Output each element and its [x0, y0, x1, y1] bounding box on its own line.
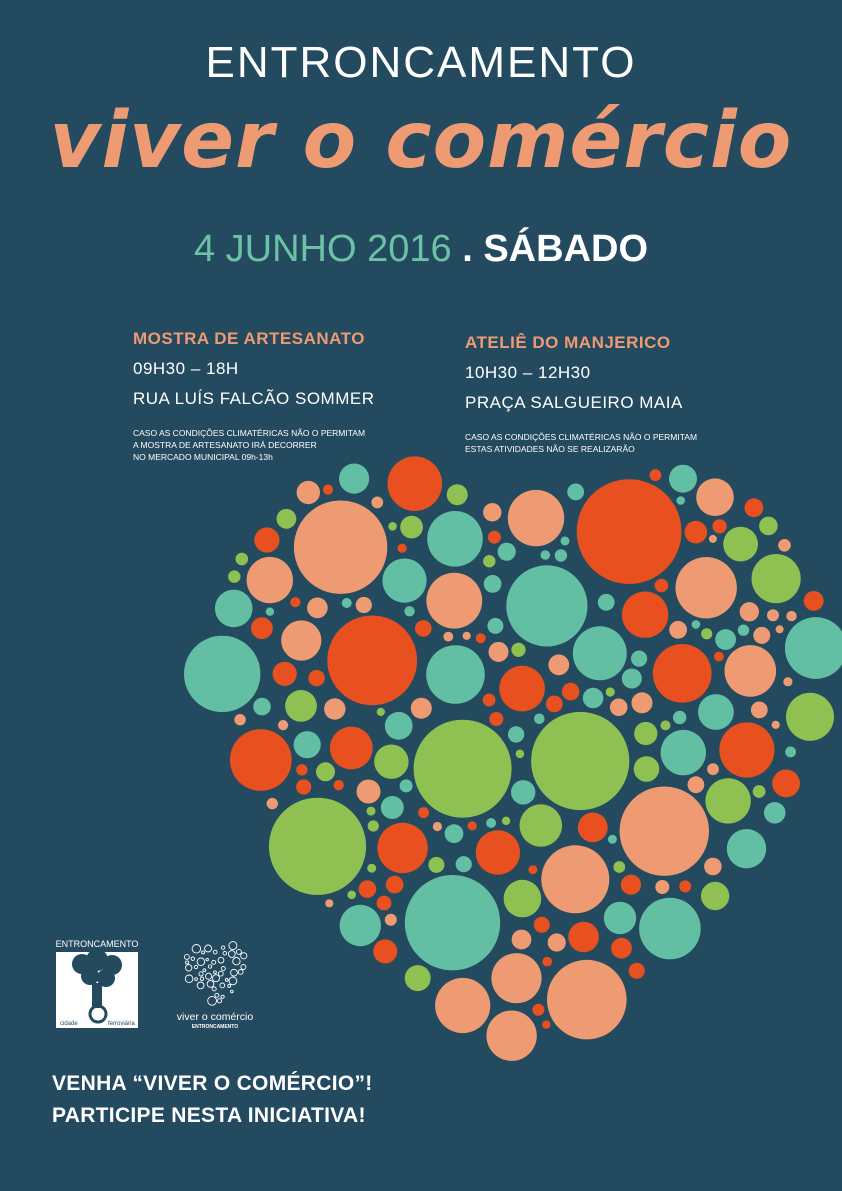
heart-circle: [269, 798, 366, 895]
heart-circle: [705, 778, 750, 823]
heart-circle: [285, 690, 317, 722]
svg-text:cidade: cidade: [60, 1021, 78, 1027]
heart-circle: [673, 711, 686, 724]
event-title: ATELIÊ DO MANJERICO: [465, 333, 671, 352]
heart-circle: [487, 618, 503, 634]
heart-circle: [709, 535, 717, 543]
heart-circle: [804, 591, 824, 611]
logo-subtext: ENTRONCAMENTO: [191, 1024, 239, 1030]
logo-circle: [214, 971, 217, 974]
cta-line-1: VENHA “VIVER O COMÉRCIO”!: [52, 1072, 373, 1095]
heart-circle: [234, 714, 245, 725]
event-note-line: NO MERCADO MUNICIPAL 09h-13h: [133, 452, 273, 462]
heart-circle: [508, 726, 524, 742]
heart-circle: [740, 602, 759, 621]
heart-circle: [400, 516, 423, 539]
logo-circle: [229, 942, 237, 950]
heart-circle: [373, 939, 397, 963]
heart-circle: [476, 830, 520, 874]
heart-circle: [367, 864, 376, 873]
heart-circle: [388, 522, 397, 531]
heart-circle: [715, 629, 736, 650]
heart-circle: [254, 527, 279, 552]
heart-circle: [778, 539, 791, 552]
heart-circle: [620, 787, 709, 876]
heart-circle: [629, 963, 645, 979]
heart-circle: [488, 531, 501, 544]
heart-circle: [532, 1004, 544, 1016]
city-title: ENTRONCAMENTO: [205, 38, 637, 87]
heart-circle: [764, 802, 786, 824]
heart-circle: [725, 645, 777, 697]
logo-circle: [192, 945, 201, 954]
logo-circle: [197, 958, 205, 966]
heart-circle: [491, 953, 541, 1003]
heart-circle: [567, 484, 584, 501]
heart-circle: [273, 662, 297, 686]
heart-circle: [676, 557, 737, 618]
heart-circle: [468, 821, 477, 830]
heart-circle: [347, 891, 356, 900]
heart-circle: [483, 503, 501, 521]
logo-circle: [215, 993, 219, 997]
heart-circle: [688, 776, 705, 793]
heart-circle: [339, 464, 369, 494]
heart-circle: [253, 698, 271, 716]
heart-circle: [669, 621, 687, 639]
heart-circle: [655, 579, 669, 593]
heart-circle: [753, 785, 766, 798]
heart-circle: [435, 978, 490, 1033]
event-time: 09H30 – 18H: [133, 359, 239, 378]
heart-circle: [685, 521, 708, 544]
heart-circle: [236, 553, 249, 566]
heart-circle: [541, 550, 551, 560]
logo-circle: [241, 965, 246, 970]
heart-circle: [367, 807, 376, 816]
heart-circle: [359, 880, 377, 898]
heart-circle: [426, 573, 482, 629]
heart-circle: [297, 481, 320, 504]
heart-circle: [611, 938, 632, 959]
heart-circle: [230, 729, 292, 791]
heart-circle: [330, 727, 373, 770]
heart-circle: [502, 817, 510, 825]
event-note-line: A MOSTRA DE ARTESANATO IRÁ DECORRER: [133, 440, 317, 450]
heart-circle: [578, 813, 608, 843]
heart-circle: [698, 694, 734, 730]
heart-circle: [400, 779, 413, 792]
heart-circle: [661, 720, 671, 730]
heart-circle: [622, 669, 642, 689]
heart-circle: [776, 625, 784, 633]
event-location: RUA LUÍS FALCÃO SOMMER: [133, 389, 375, 408]
heart-circle: [555, 549, 567, 561]
logo-circle: [191, 957, 194, 960]
event-note-line: CASO AS CONDIÇÕES CLIMATÉRICAS NÃO O PERMITAM: [133, 428, 366, 438]
logo-circle: [212, 960, 216, 964]
logo-circle: [221, 995, 224, 998]
heart-circle: [385, 914, 397, 926]
heart-circle: [631, 651, 647, 667]
heart-circle: [767, 609, 779, 621]
heart-circle: [542, 1020, 550, 1028]
event-title: MOSTRA DE ARTESANATO: [133, 329, 365, 348]
heart-circle: [294, 731, 321, 758]
heart-circle: [650, 469, 662, 481]
heart-circle: [653, 644, 712, 703]
logo-circle: [233, 958, 240, 965]
heart-circle: [277, 509, 297, 529]
call-to-action: [52, 1068, 373, 1132]
logo-circle: [221, 946, 224, 949]
heart-circle: [785, 617, 842, 679]
heart-circle: [669, 465, 697, 493]
event-atelie-manjerico: [465, 333, 725, 455]
logo-circle: [186, 961, 189, 964]
heart-circle: [727, 829, 766, 868]
heart-circle: [548, 654, 569, 675]
logo-circle: [213, 975, 220, 982]
heart-circle: [382, 559, 426, 603]
heart-circle: [418, 807, 429, 818]
logo-circle: [220, 983, 225, 988]
logo-circle: [199, 972, 203, 976]
heart-circle: [676, 496, 685, 505]
heart-circle: [713, 519, 727, 533]
heart-circle: [785, 747, 796, 758]
heart-circle: [388, 456, 443, 511]
heart-circle: [622, 592, 668, 638]
heart-circle: [385, 712, 413, 740]
logo-circle: [206, 973, 212, 979]
heart-circle: [573, 626, 627, 680]
heart-circle: [632, 692, 653, 713]
heart-circle: [701, 882, 729, 910]
logo-circle: [207, 981, 214, 988]
logo-circle: [223, 951, 227, 955]
heart-circle: [414, 720, 512, 818]
heart-circle: [447, 484, 468, 505]
heart-circle: [548, 933, 566, 951]
heart-circle: [606, 687, 615, 696]
event-note: [133, 427, 393, 463]
heart-circle: [751, 702, 768, 719]
heart-circle: [307, 598, 328, 619]
heart-circle: [634, 756, 660, 782]
heart-circle: [296, 764, 307, 775]
heart-circle: [753, 627, 770, 644]
heart-circle: [772, 770, 800, 798]
heart-circle: [511, 780, 535, 804]
event-date: [0, 228, 842, 271]
heart-circle: [281, 620, 321, 660]
heart-circle: [308, 670, 324, 686]
heart-circle: [398, 544, 407, 553]
heart-circle: [786, 693, 834, 741]
heart-circle: [377, 708, 385, 716]
heart-circle: [368, 820, 379, 831]
heart-circle: [621, 875, 641, 895]
heart-circle: [759, 517, 778, 536]
heart-circle: [294, 501, 387, 594]
heart-circle: [184, 636, 260, 712]
heart-circle: [427, 511, 483, 567]
heart-circle: [483, 555, 495, 567]
heart-circle: [714, 652, 724, 662]
event-note-line: CASO AS CONDIÇÕES CLIMATÉRICAS NÃO O PERMITAM: [465, 432, 698, 442]
logo-circle: [208, 996, 217, 1005]
logo-circle: [236, 949, 241, 954]
heart-circle: [772, 721, 780, 729]
weekday-text: . SÁBADO: [462, 228, 649, 270]
logo-circle: [225, 979, 228, 982]
logo-circle: [205, 945, 212, 952]
logo-circle: [184, 954, 189, 959]
logo-circle: [202, 951, 205, 954]
heart-circle: [531, 712, 629, 810]
heart-circle: [415, 620, 432, 637]
heart-circle: [499, 666, 545, 712]
heart-circle: [568, 922, 599, 953]
heart-circle: [334, 780, 344, 790]
heart-circle: [476, 633, 486, 643]
logo-circle: [195, 978, 198, 981]
heart-circle: [534, 917, 550, 933]
heart-circle: [547, 960, 627, 1040]
heart-circle: [324, 698, 345, 719]
heart-circle: [655, 880, 669, 894]
heart-circle: [745, 498, 764, 517]
heart-circle: [411, 698, 432, 719]
heart-circle: [692, 620, 701, 629]
logo-circle: [212, 987, 216, 991]
slogan-title: viver o comércio: [49, 96, 793, 186]
heart-circle: [704, 858, 722, 876]
heart-circle: [752, 554, 801, 603]
heart-circle: [357, 780, 381, 804]
heart-circle: [598, 594, 615, 611]
heart-circle: [583, 688, 604, 709]
date-text: 4 JUNHO 2016: [193, 228, 452, 270]
heart-circle: [661, 730, 706, 775]
heart-circle: [323, 485, 333, 495]
heart-circle: [484, 575, 502, 593]
heart-circle: [707, 763, 719, 775]
logo-circle: [213, 950, 217, 954]
cta-line-2: PARTICIPE NESTA INICIATIVA!: [52, 1104, 366, 1127]
heart-circle: [426, 645, 485, 704]
heart-circle: [512, 930, 532, 950]
heart-circle: [340, 905, 381, 946]
heart-circle: [433, 822, 442, 831]
heart-circle: [639, 898, 701, 960]
heart-circle: [696, 478, 734, 516]
event-location: PRAÇA SALGUEIRO MAIA: [465, 393, 683, 412]
heart-circle: [456, 856, 472, 872]
heart-circle: [577, 479, 682, 584]
logo-circle: [185, 975, 193, 983]
logo-circle: [203, 969, 206, 972]
viver-o-comercio-logo: [170, 940, 260, 1030]
heart-circle: [504, 880, 542, 918]
logo-text: viver o comércio: [176, 1011, 254, 1023]
heart-circle: [377, 823, 427, 873]
heart-circle: [251, 617, 273, 639]
heart-circle: [371, 497, 383, 509]
heart-circle: [498, 543, 516, 561]
logo-circle: [218, 957, 224, 963]
heart-circle: [445, 824, 464, 843]
heart-circle: [542, 957, 552, 967]
logo-circle: [228, 984, 231, 987]
event-mostra-artesanato: [133, 329, 393, 463]
logo-circle: [218, 971, 223, 976]
heart-circle: [613, 861, 625, 873]
entroncamento-city-logo: [52, 938, 142, 1030]
heart-circle: [719, 722, 774, 777]
heart-circle: [561, 537, 570, 546]
heart-circle: [405, 875, 500, 970]
heart-circle: [511, 643, 525, 657]
heart-circle: [634, 722, 657, 745]
logo-circle: [208, 965, 211, 968]
logo-circle: [231, 969, 238, 976]
heart-circle: [701, 628, 712, 639]
event-note-line: ESTAS ATIVIDADES NÃO SE REALIZARÃO: [465, 444, 635, 454]
heart-circle: [738, 625, 749, 636]
heart-circle: [516, 750, 525, 759]
logo-circle: [241, 953, 247, 959]
logo-circle: [186, 965, 192, 971]
heart-circle: [520, 804, 563, 847]
heart-circle: [267, 798, 278, 809]
heart-circle: [386, 876, 404, 894]
heart-circle: [528, 865, 537, 874]
heart-circle: [483, 694, 496, 707]
logo-circle: [200, 977, 203, 980]
heart-circle: [610, 699, 628, 717]
heart-circle: [266, 608, 274, 616]
heart-circle: [489, 712, 503, 726]
heart-circle: [377, 896, 392, 911]
heart-circle: [541, 845, 609, 913]
heart-circle: [604, 902, 636, 934]
heart-circle: [486, 818, 496, 828]
heart-circle: [489, 642, 509, 662]
logo-circle: [194, 965, 197, 968]
heart-circle: [405, 965, 431, 991]
heart-circle: [342, 598, 352, 608]
event-note: [465, 431, 725, 455]
heart-circle: [356, 597, 372, 613]
svg-text:ferroviária: ferroviária: [108, 1021, 135, 1027]
heart-circle: [278, 720, 288, 730]
heart-circle: [608, 835, 617, 844]
heart-circle: [381, 796, 404, 819]
heart-circle: [783, 677, 792, 686]
logo-circle: [217, 999, 221, 1003]
logo-circle: [228, 951, 235, 958]
heart-circle: [486, 1010, 536, 1060]
heart-circle: [546, 696, 563, 713]
heart-circle: [463, 632, 471, 640]
heart-circle: [723, 527, 758, 562]
logo-circle: [206, 958, 208, 960]
heart-circle: [404, 606, 414, 616]
heart-circle: [679, 880, 691, 892]
heart-circle: [327, 616, 417, 706]
event-time: 10H30 – 12H30: [465, 363, 591, 382]
logo-circle: [231, 990, 234, 993]
heart-circle: [786, 611, 796, 621]
heart-circle: [562, 683, 580, 701]
logo-circle: [197, 982, 204, 989]
heart-circle: [534, 714, 545, 725]
heart-circle: [374, 745, 408, 779]
heart-circle: [506, 565, 587, 646]
heart-circle: [290, 597, 300, 607]
heart-circle: [296, 779, 311, 794]
logo-circle: [221, 967, 225, 971]
logo-circle: [229, 977, 237, 985]
heart-circle: [325, 899, 333, 907]
heart-circle: [247, 557, 293, 603]
heart-circle: [508, 490, 564, 546]
heart-circle: [228, 570, 240, 582]
heart-circle: [316, 762, 335, 781]
heart-circle: [428, 857, 444, 873]
logo-circle: [238, 970, 243, 975]
heart-circle: [443, 632, 453, 642]
heart-circle: [215, 590, 253, 628]
svg-text:ENTRONCAMENTO: ENTRONCAMENTO: [55, 939, 139, 949]
